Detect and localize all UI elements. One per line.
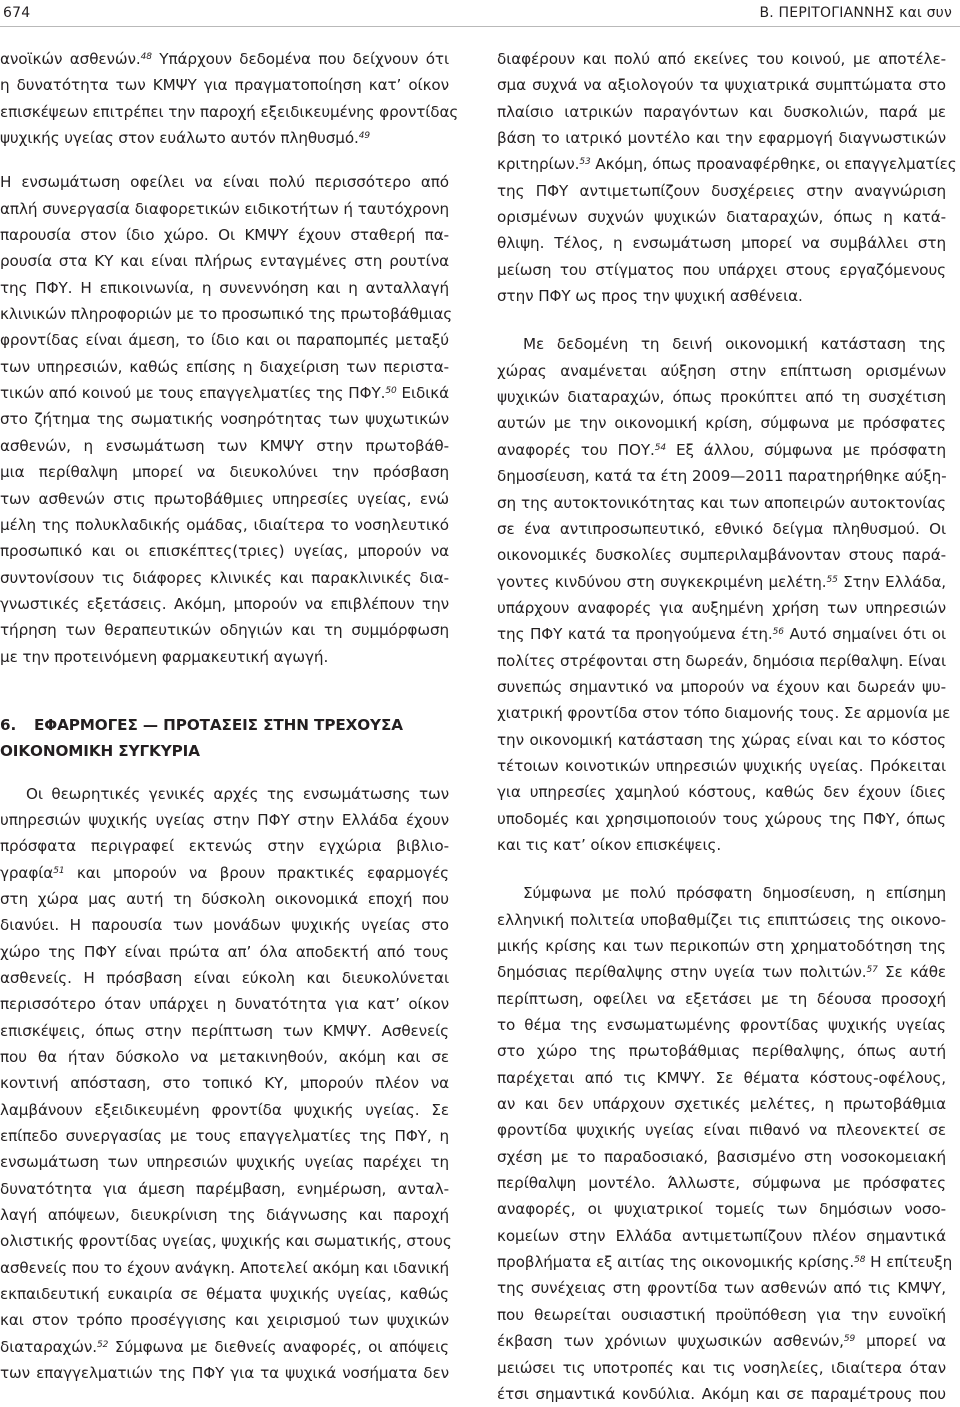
text-run: περίπτωση, οφείλει να εξετάσει με τη δέουσα προσοχή [497,989,946,1008]
text-line [497,986,946,1012]
section-number: 6. [0,715,17,734]
text-run: που θεωρείται ουσιαστική προϋπόθεση για την ευνοϊκή [497,1305,946,1324]
text-line [497,384,946,410]
text-line [0,886,449,912]
text-line [0,1176,449,1202]
text-run: οικονομικές δυσκολίες συμπεριλαμβάνονταν στους παρά- [497,546,946,565]
text-run: επισκέψεις, όπως στην περίπτωση των ΚΜΨΥ. Ασθενείς [0,1021,449,1040]
text-run: ασθενείς που το έχουν ανάγκη. Αποτελεί ακόμη και ιδανική [0,1258,449,1277]
citation-superscript: 56 [772,627,784,638]
text-line [0,125,449,151]
paragraph [0,169,453,670]
text-line [497,727,946,753]
text-line [0,781,449,807]
text-run: για υπηρεσίες χαμηλού κόστους, καθώς δεν έχουν ίδιες [497,783,946,802]
text-run: αν και δεν υπάρχουν σχετικές μελέτες, η πρωτοβάθμια [497,1095,946,1114]
text-run: επίπεδο συνεργασίας με τους επαγγελματίες της ΠΦΥ, η [0,1127,449,1146]
citation-superscript: 51 [53,865,65,876]
text-run: διαφέρουν και πολύ από εκείνες του κοινού, με αποτέλε- [497,50,946,68]
text-run: μπορεί να [855,1332,946,1351]
text-run: απλή συνεργασία διαφορετικών ειδικοτήτων ή ταυτόχρονη [0,199,449,218]
text-line [0,1044,449,1070]
text-run: στη χώρα μας αυτή τη δύσκολη οικονομικά εποχή που [0,889,449,908]
text-run: σχέση με το παραδοσιακό, βασισμένο στη νοσοκομειακή [497,1147,946,1166]
citation-superscript: 58 [854,1255,866,1266]
text-run: στο χώρο της πρωτοβάθμιας περίθαλψης, όπως αυτή [497,1042,946,1061]
text-run: κοντινή απόσταση, στο τοπικό ΚΥ, μπορούν πλέον να [0,1074,449,1093]
text-line [497,1275,946,1301]
text-line [0,565,449,591]
text-run: υπηρεσιών ψυχικής υγείας στην ΠΦΥ στην Ελλάδα έχουν [0,810,449,829]
text-run: με την προτεινόμενη φαρμακευτική αγωγή. [0,647,329,666]
text-run: των ασθενών στις πρωτοβάθμιες υπηρεσίες υγείας, ενώ [0,489,449,508]
text-line [0,1202,449,1228]
text-line [0,1307,449,1333]
text-line [0,72,449,98]
text-line [497,542,946,568]
text-line [0,939,449,965]
running-head: Β. ΠΕΡΙΤΟΓΙΑΝΝΗΣ και συν [759,5,952,21]
text-line [497,1144,946,1170]
text-run: λαγή απόψεων, διευκρίνιση της διάγνωσης και παροχή [0,1206,449,1225]
page-number: 674 [3,5,31,21]
text-line [0,1149,449,1175]
text-line [0,1070,449,1096]
text-run: των υπηρεσιών, καθώς επίσης η διαχείριση των περιστα- [0,357,449,376]
text-run: και τις κατ’ οίκον επισκέψεις. [497,835,722,854]
text-run: χώρο της ΠΦΥ είναι πρώτα απ’ όλα αποδεκτή από τους [0,942,449,961]
text-run: πρόσφατα περιγραφεί εκτενώς στην εγχώρια βιβλιο- [0,837,449,856]
text-line [497,959,946,985]
text-run: Σύμφωνα με διεθνείς αναφορές, οι απόψεις [108,1337,449,1356]
text-line [0,617,449,643]
right-column [497,46,957,1407]
citation-superscript: 52 [96,1339,109,1350]
text-line [497,1355,946,1381]
text-run: Σύμφωνα με πολύ πρόσφατη δημοσίευση, η επίσημη [523,884,946,903]
text-run: προσωπικό και οι επισκέπτες(τριες) υγείας, μπορούν να [0,542,449,561]
section-heading [0,712,449,765]
text-line [0,327,449,353]
text-run: της ΠΦΥ αντιμετωπίζουν δυσχέρειες στην αναγνώριση [497,181,946,200]
text-line [0,433,449,459]
text-run: προβλήματα εξ αιτίας της οικονομικής κρίσης. [497,1253,855,1272]
text-line [497,151,957,177]
text-line [497,1117,946,1143]
text-run: Εξ άλλου, σύμφωνα με πρόσφατη [666,440,946,459]
text-run: τικών από κοινού με τους επαγγελματίες της ΠΦΥ. [0,384,386,403]
text-run: ολιστικής φροντίδας υγείας, ψυχικής και σωματικής, στους [0,1232,452,1251]
text-run: παρέχεται από τις ΚΜΨΥ. Σε θέματα κόστους-οφέλους, [497,1068,946,1087]
text-run: σμα συχνά να αξιολογούν τα ψυχιατρικά συμπτώματα στο [497,76,946,95]
text-line [497,99,946,125]
text-line [497,806,946,832]
text-line [497,1091,946,1117]
citation-superscript: 59 [843,1334,856,1345]
text-line [497,1381,946,1407]
text-run: που θα ήταν δύσκολο να μετακινηθούν, ακόμη και σε [0,1048,449,1067]
text-run: φροντίδας είναι άμεση, το ίδιο και οι παραπομπές μεταξύ [0,331,449,350]
text-line [497,595,946,621]
text-run: Με δεδομένη τη δεινή οικονομική κατάσταση της [523,335,946,354]
text-run: δημοσίευση, κατά τα έτη 2009—2011 παρατηρήθηκε αύξη- [497,467,947,486]
text-line [497,204,946,230]
text-line [497,1170,946,1196]
text-run: Σε κάθε [877,963,947,982]
text-run: ψυχικών διαταραχών, όπως προκύπτει από τη συσχέτιση [497,388,946,407]
text-run: συντονίσουν τις διάφορες κλινικές και παρακλινικές δια- [0,568,449,587]
text-line [497,358,946,384]
text-run: κριτηρίων. [497,155,580,174]
text-line [497,410,946,436]
citation-superscript: 48 [140,52,152,62]
text-line [497,178,946,204]
text-run: Αυτό σημαίνει ότι οι [783,625,946,644]
text-run: περίθαλψη μοντέλο. Άλλωστε, σύμφωνα με πρόσφατες [497,1174,946,1193]
section-title-line-2: ΟΙΚΟΝΟΜΙΚΗ ΣΥΓΚΥΡΙΑ [0,742,200,761]
citation-superscript: 54 [654,442,666,453]
text-run: υποδομές και χρησιμοποιούν τους χώρους της ΠΦΥ, όπως [497,809,946,828]
text-line [0,46,449,72]
paragraph [497,331,951,858]
text-run: Ακόμη, όπως προαναφέρθηκε, οι επαγγελματίες [590,155,957,174]
text-run: και μπορούν να βρουν πρακτικές εφαρμογές [64,863,449,882]
text-run: επισκέψεων επιτρέπει την παροχή εξειδικευμένης φροντίδας [0,102,459,121]
text-line [0,169,449,195]
text-line [0,99,459,125]
text-line [497,463,946,489]
text-line [0,301,453,327]
text-run: ασθενών, η ενσωμάτωση των ΚΜΨΥ στην πρωτοβάθ- [0,436,449,455]
text-line [0,1018,449,1044]
text-line [497,72,946,98]
text-run: γοντες κινδύνου στη συγκεκριμένη μελέτη. [497,572,827,591]
text-line [0,196,449,222]
text-run: την οικονομική κατάσταση της χώρας είναι και το κόστος [497,730,946,749]
text-line [0,965,449,991]
text-run: ψυχικής υγείας στον ευάλωτο αυτόν πληθυσμό. [0,129,359,148]
text-line [497,1012,946,1038]
text-run: Ειδικά [396,384,449,403]
text-run: κλινικών πληροφοριών με το προσωπικό της πρωτοβάθμιας [0,305,453,324]
text-run: πολίτες στρέφονται στη δωρεάν, δημόσια περίθαλψη. Είναι [497,651,946,670]
text-run: συνεπώς σημαντικό να μπορούν να έχουν και δωρεάν ψυ- [497,677,946,696]
text-run: της ΠΦΥ. Η επικοινωνία, η συνεννόηση και η ανταλλαγή [0,278,449,297]
text-run: ορισμένων συχνών ψυχικών διαταραχών, όπως η κατά- [497,208,946,227]
text-run: Υπάρχουν δεδομένα που δείχνουν ότι [151,50,449,68]
text-line [497,674,946,700]
text-line [0,380,449,406]
text-run: Οι θεωρητικές γενικές αρχές της ενσωμάτωσης των [26,784,449,803]
text-run: το θέμα της ενσωματωμένης φροντίδας ψυχικής υγείας [497,1016,946,1035]
text-run: δυνατότητα για άμεση παρέμβαση, ενημέρωση, ανταλ- [0,1179,449,1198]
text-line [497,516,946,542]
text-run: της συνέχειας στη φροντίδα των ασθενών από τις ΚΜΨΥ, [497,1279,946,1298]
text-run: Η ενσωμάτωση οφείλει να είναι πολύ περισσότερο από [0,173,449,192]
text-run: μέλη της πολυκλαδικής ομάδας, ιδιαίτερα το νοσηλευτικό [0,515,449,534]
text-run: η δυνατότητα των ΚΜΨΥ για πραγματοποίηση κατ’ οίκον [0,76,449,95]
text-line [497,569,946,595]
text-line [0,644,449,670]
citation-superscript: 49 [358,131,371,142]
text-run: της ΠΦΥ κατά τα προηγούμενα έτη. [497,625,773,644]
text-line [0,459,449,485]
text-line [497,257,946,283]
text-line [497,125,946,151]
text-run: αναφορές, οι ψυχιατρικοί τομείς των δημόσιων νοσο- [497,1200,946,1219]
text-line [0,275,449,301]
text-run: χιατρική φροντίδα στον τόπο διαμονής τους. Σε αρμονία με [497,704,951,723]
text-line [497,331,946,357]
text-line [497,46,946,72]
text-line [497,1223,946,1249]
text-line [497,490,946,516]
text-line [0,538,449,564]
text-run: δημόσιας περίθαλψης στην υγεία των πολιτών. [497,963,867,982]
text-run: λαμβάνουν εξειδικευμένη φροντίδα ψυχικής υγείας. Σε [0,1100,449,1119]
text-line [0,833,449,859]
text-run: περισσότερο όταν υπάρχει η δυνατότητα για κατ’ οίκον [0,995,449,1014]
text-line [497,648,946,674]
text-run: έκβαση των χρόνιων ψυχωσικών ασθενών, [497,1332,844,1351]
text-line [497,437,946,463]
text-run: γνωστικές εξετάσεις. Ακόμη, μπορούν να επιβλέπουν την [0,594,449,613]
text-line [0,512,449,538]
text-line [0,1123,449,1149]
text-run: θλιψη. Τέλος, η ενσωμάτωση μπορεί να συμβάλλει στη [497,234,946,253]
text-line [497,832,946,858]
paragraph [0,781,452,1387]
text-line [497,1328,946,1354]
text-run: Η επίτευξη [865,1253,953,1272]
text-line [0,591,449,617]
text-line [497,880,946,906]
page-header [0,0,960,27]
text-run: εκπαιδευτική ευκαιρία σε θέματα ψυχικής υγείας, καθώς [0,1285,449,1304]
text-run: χώρας αναμένεται αύξηση στην επίπτωση ορισμένων [497,361,946,380]
text-line [497,230,946,256]
text-run: ανοϊκών ασθενών. [0,50,141,68]
text-line [0,1281,449,1307]
left-column [0,46,459,1387]
text-run: γραφία [0,863,54,882]
text-run: στην ΠΦΥ ως προς την ψυχική ασθένεια. [497,287,803,306]
text-run: διανύει. Η παρουσία των μονάδων ψυχικής υγείας στο [0,916,449,935]
text-line [0,860,449,886]
text-run: τέτοιων κοινοτικών υπηρεσιών ψυχικής υγείας. Πρόκειται [497,756,946,775]
text-run: σε ένα αντιπροσωπευτικό, εθνικό δείγμα πληθυσμού. Οι [497,519,946,538]
text-line [0,1255,449,1281]
text-line [497,1065,946,1091]
text-run: βάση το ιατρικό μοντέλο και την εφαρμογή διαγνωστικών [497,129,946,148]
text-line [0,1228,452,1254]
text-line [497,283,946,309]
text-run: στο ζήτημα της σωματικής νοσηρότητας των ψυχωτικών [0,410,449,429]
text-line [0,248,449,274]
text-run: αναφορές του ΠΟΥ. [497,440,655,459]
paragraph [497,46,957,309]
text-line [0,222,449,248]
text-run: έτσι σημαντικά κονδύλια. Ακόμη και σε παραμέτρους που [497,1384,946,1403]
text-line [497,1249,953,1275]
text-run: φροντίδα ψυχικής υγείας είναι πιθανό να πλεονεκτεί σε [497,1121,946,1140]
citation-superscript: 57 [866,965,878,976]
text-line [0,486,449,512]
text-line [497,933,946,959]
citation-superscript: 50 [385,386,397,397]
text-run: μειώσει τις υποτροπές και τις νοσηλείες, ιδιαίτερα όταν [497,1358,946,1377]
text-line [0,912,449,938]
text-run: ση της αυτοκτονικότητας και των αποπειρών αυτοκτονίας [497,493,946,512]
text-run: αυτών με την οικονομική κρίση, σύμφωνα με πρόσφατες [497,414,946,433]
text-line [497,1196,946,1222]
text-run: παρουσία στον ίδιο χώρο. Οι ΚΜΨΥ έχουν σταθερή πα- [0,226,449,245]
text-line [0,354,449,380]
text-run: Στην Ελλάδα, [837,572,946,591]
text-run: ασθενείς. Η πρόσβαση είναι εύκολη και διευκολύνεται [0,969,449,987]
text-run: μικής κρίσης και των περικοπών στη χρηματοδότηση της [497,937,946,955]
text-line [497,907,946,933]
text-line [0,807,449,833]
citation-superscript: 55 [826,574,838,585]
text-run: ελληνική πολιτεία υποβαθμίζει τις επιπτώσεις της οικονο- [497,910,946,929]
text-line [0,406,449,432]
text-run: τήρηση των θεραπευτικών οδηγιών και τη συμμόρφωση [0,621,449,640]
citation-superscript: 53 [579,157,591,168]
text-line [497,700,951,726]
text-run: διαταραχών. [0,1337,97,1356]
text-line [0,1360,449,1386]
text-line [497,621,946,647]
text-line [497,1302,946,1328]
text-line [0,991,449,1017]
paragraph [497,880,953,1407]
text-run: και στον τρόπο προσέγγισης και χειρισμού των ψυχικών [0,1311,449,1330]
text-line [497,779,946,805]
text-line [0,1334,449,1360]
section-title-line-1: ΕΦΑΡΜΟΓΕΣ — ΠΡΟΤΑΣΕΙΣ ΣΤΗΝ ΤΡΕΧΟΥΣΑ [34,715,403,734]
text-run: ενσωμάτωση των υπηρεσιών ψυχικής υγείας παρέχει τη [0,1153,449,1172]
text-line [497,753,946,779]
paragraph [0,46,459,151]
text-line [497,1038,946,1064]
text-run: πλαίσιο ιατρικών παραγόντων και δυσκολιών, παρά με [497,102,946,121]
text-run: υπάρχουν αναφορές για αυξημένη χρήση των υπηρεσιών [497,598,946,617]
text-run: των επαγγελματιών της ΠΦΥ για τα ψυχικά νοσήματα δεν [0,1364,449,1383]
text-run: μια περίθαλψη μπορεί να διευκολύνει την πρόσβαση [0,463,449,482]
text-run: κομείων στην Ελλάδα αντιμετωπίζουν πλέον σημαντικά [497,1226,946,1245]
text-run: μείωση του στίγματος που υπάρχει στους εργαζόμενους [497,260,946,279]
text-line [0,1097,449,1123]
text-run: ρουσία στα ΚΥ και είναι πλήρως ενταγμένες στη ρουτίνα [0,252,449,271]
